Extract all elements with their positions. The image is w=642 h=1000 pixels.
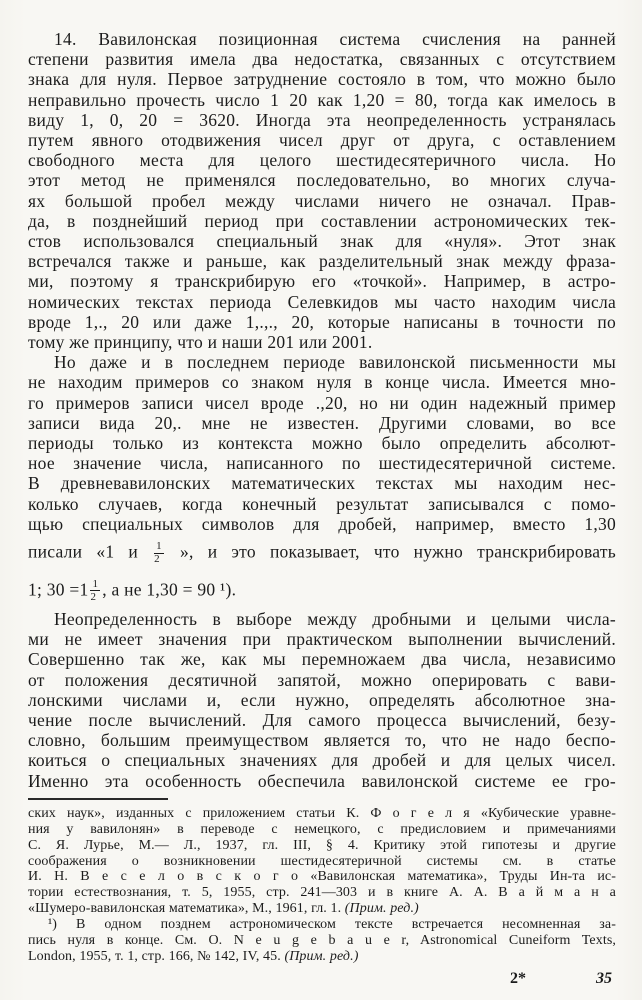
text-line: ских наук», изданных с приложением статьи К. Ф о г е л я «Кубические уравне- xyxy=(28,805,616,821)
editor-note-label: (Прим. ред.) xyxy=(284,948,359,964)
one-half-fraction xyxy=(90,579,100,603)
text-line: Но даже и в последнем периоде вавилонской письменности мы xyxy=(54,352,616,373)
text-line: периоды только из контекста можно было определить абсолют- xyxy=(28,433,616,454)
main-text xyxy=(28,29,616,791)
text-line: встречался также и раньше, как разделительный знак между фраза- xyxy=(28,251,616,272)
footnote-continuation-last-text: «Шумеро-вавилонская математика», М., 1961, гл. 1. xyxy=(28,901,345,917)
footnote-1-last-text: London, 1955, т. 1, стр. 166, № 142, IV, 45. xyxy=(28,948,285,964)
fraction-denominator: 2 xyxy=(90,590,97,603)
text-line: ми, поэтому я транскрибирую его «точкой». Например, в астро- xyxy=(28,271,616,292)
page-number: 35 xyxy=(596,970,612,987)
text-line: чение после вычислений. Для самого процесса вычислений, безу- xyxy=(28,709,616,730)
text-line: Неопределенность в выборе между дробными и целыми числа- xyxy=(54,608,616,629)
fraction-line-1-pre: писали «1 и xyxy=(28,541,153,562)
footnote-continuation xyxy=(28,806,616,901)
fraction-line-2-pre: 1; 30 =1 xyxy=(28,578,89,599)
text-line: Совершенно так же, как мы перемножаем два числа, независимо xyxy=(28,649,616,670)
text-line: И. Н. В е с е л о в с к о г о «Вавилонская математика», Труды Ин-та ис- xyxy=(28,869,616,885)
text-line: вроде 1,., 20 или даже 1,.,., 20, которые написаны в точности по xyxy=(28,311,616,332)
paragraph-3 xyxy=(28,609,616,791)
fraction-line-2 xyxy=(28,572,616,609)
text-line: пись нуля в конце. См. О. N e u g e b a u e r, Astronomical Cuneiform Texts, xyxy=(28,933,616,949)
fraction-numerator: 1 xyxy=(92,577,99,590)
text-line: ми не имеет значения при практическом выполнении вычислений. xyxy=(28,629,616,650)
text-line: С. Я. Лурье, М.— Л., 1937, гл. III, § 4. Критику этой гипотезы и другие xyxy=(28,837,616,853)
text-line: го примеров записи чисел вроде .,20, но ни один надежный пример xyxy=(28,392,616,413)
text-line: ное значение числа, написанного по шестидесятеричной системе. xyxy=(28,453,616,474)
text-line: свободного места для целого шестидесятеричного числа. Но xyxy=(28,150,616,171)
text-line: знака для нуля. Первое затруднение состояло в том, что можно было xyxy=(28,69,616,90)
text-line: колько случаев, когда конечный результат записывался с помо- xyxy=(28,493,616,514)
text-line: словно, большим преимуществом является то, что не надо беспо- xyxy=(28,730,616,751)
paragraph-1 xyxy=(28,29,616,332)
text-line: этот метод не применялся последовательно, во многих случа- xyxy=(28,170,616,191)
paragraph-1-last-line: тому же принципу, что и наши 201 или 2001. xyxy=(28,332,373,353)
text-line: да, в позднейший период при составлении астрономических тек- xyxy=(28,210,616,231)
text-line: степени развития имела два недостатка, связанных с отсутствием xyxy=(28,49,616,70)
text-line: стов использовался специальный знак для «нуля». Этот знак xyxy=(28,231,616,252)
footnote-1-last-line xyxy=(28,949,616,965)
text-line: Именно эта особенность обеспечила вавилонской системе ее гро- xyxy=(28,770,616,791)
text-line: коиться о специальных значениях для дробей и для целых чисел. xyxy=(28,750,616,771)
footnotes xyxy=(28,806,616,965)
fraction-line-1 xyxy=(28,534,616,571)
text-line: соображения о возникновении шестидесятеричной системы см. в статье xyxy=(28,853,616,869)
text-line: 14. Вавилонская позиционная система счисления на ранней xyxy=(54,29,616,49)
footnote-separator xyxy=(28,798,168,800)
page-footer xyxy=(28,970,612,988)
fraction-line-2-post: , а не 1,30 = 90 ¹). xyxy=(102,578,237,599)
text-line: путем явного отодвижения чисел друг от друга, с оставлением xyxy=(28,130,616,151)
text-line: от положения десятичной запятой, можно оперировать с вави- xyxy=(28,669,616,690)
text-line: номических текстах периода Селевкидов мы часто находим числа xyxy=(28,291,616,312)
text-line: щью специальных символов для дробей, например, вместо 1,30 xyxy=(28,513,616,534)
fraction-numerator: 1 xyxy=(156,540,162,553)
text-line: неправильно прочесть число 1 20 как 1,20 = 80, тогда как имелось в xyxy=(28,89,616,110)
fraction-line-1-post: », и это показывает, что нужно транскрибировать xyxy=(165,541,616,562)
editor-note-label: (Прим. ред.) xyxy=(344,901,419,917)
text-line: тории естествознания, т. 5, 1955, стр. 241—303 и в книге А. А. В а й м а н а xyxy=(28,885,616,901)
footnote-1 xyxy=(28,917,616,949)
paragraph-2 xyxy=(28,352,616,534)
text-line: лонскими числами и, если нужно, определять абсолютное зна- xyxy=(28,689,616,710)
text-line: записи вида 20,. мне не известен. Другими словами, во все xyxy=(28,412,616,433)
one-half-fraction xyxy=(154,541,164,565)
printer-signature: 2* xyxy=(510,970,526,987)
text-line: ¹) В одном позднем астрономическом тексте встречается несомненная за- xyxy=(48,917,616,933)
fraction-denominator: 2 xyxy=(154,553,160,566)
text-line: ния у вавилонян» в переводе с немецкого, с предисловием и примечаниями xyxy=(28,821,616,837)
text-line: ях большой пробел между числами ничего не означал. Прав- xyxy=(28,190,616,211)
text-line: виду 1, 0, 20 = 3620. Иногда эта неопределенность устранялась xyxy=(28,109,616,130)
text-line: В древневавилонских математических текстах мы находим нес- xyxy=(28,473,616,494)
text-line: не находим примеров со знаком нуля в конце числа. Имеется мно- xyxy=(28,372,616,393)
footnote-continuation-last-line xyxy=(28,901,616,917)
